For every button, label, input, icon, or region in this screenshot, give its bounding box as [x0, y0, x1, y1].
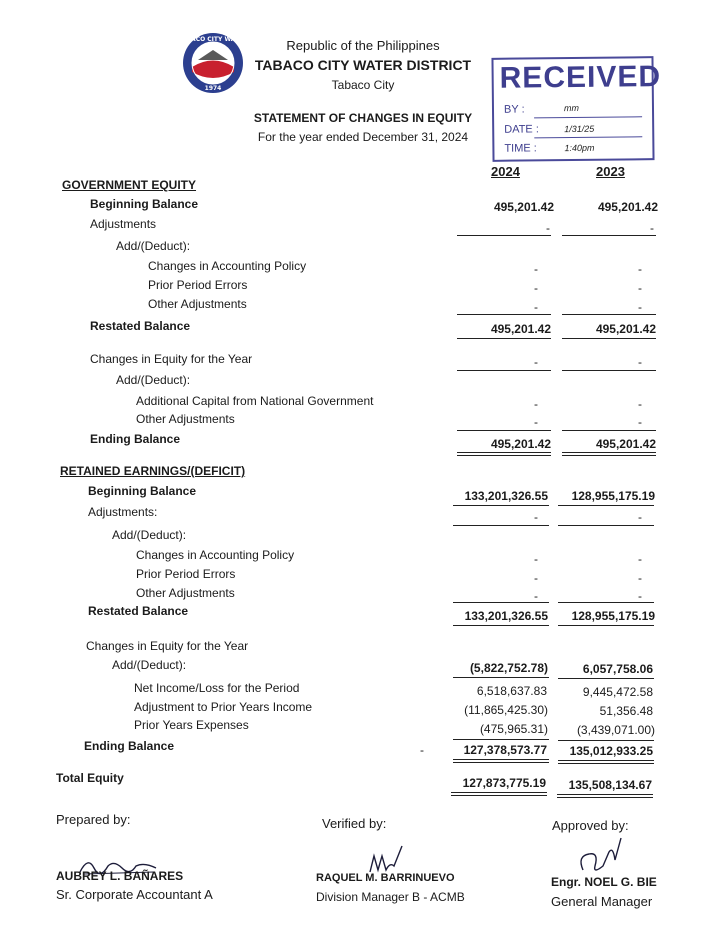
ge-beginning-2024: 495,201.42 [493, 200, 554, 214]
stamp-by-label: BY : [503, 103, 525, 116]
re-ending-2024: 127,378,573.77 [463, 743, 547, 757]
re-other-adjustments-label: Other Adjustments [136, 586, 235, 600]
re-prior-errors-2024: - [534, 571, 538, 585]
re-beginning-label: Beginning Balance [88, 484, 197, 498]
re-other-adjustments-2023: - [638, 589, 642, 603]
ge-other-adjustments-2023: - [638, 300, 642, 314]
ge-additional-capital-2024: - [534, 397, 538, 411]
re-adjustments-2024: - [534, 510, 538, 524]
re-changes-policy-2024: - [534, 552, 538, 566]
re-restated-label: Restated Balance [88, 604, 189, 618]
total-equity-2023: 135,508,134.67 [568, 778, 652, 792]
re-other-adjustments-2024: - [534, 589, 538, 603]
re-add-deduct2-2023: 6,057,758.06 [582, 662, 653, 676]
ge-adjustments-label: Adjustments [90, 217, 157, 231]
ge-restated-2023: 495,201.42 [595, 322, 656, 336]
approved-title: General Manager [551, 894, 653, 909]
svg-text:1974: 1974 [204, 85, 222, 92]
ge-prior-errors-2024: - [534, 281, 538, 295]
ge-add-deduct-label: Add/(Deduct): [116, 239, 191, 253]
stamp-date-label: DATE : [504, 123, 539, 136]
re-add-deduct2-label: Add/(Deduct): [112, 658, 187, 672]
re-adjustments-label: Adjustments: [88, 505, 158, 519]
water-district-seal-logo [178, 32, 248, 94]
re-net-income-label: Net Income/Loss for the Period [134, 681, 300, 695]
ge-restated-2024: 495,201.42 [490, 322, 551, 336]
verified-title: Division Manager B - ACMB [316, 890, 465, 904]
city-name: Tabaco City [331, 78, 395, 92]
statement-title: STATEMENT OF CHANGES IN EQUITY [253, 111, 473, 125]
ge-other-adjustments2-label: Other Adjustments [136, 412, 235, 426]
ge-prior-errors-label: Prior Period Errors [148, 278, 248, 292]
ge-changes-policy-2023: - [638, 262, 642, 276]
column-header-2024: 2024 [491, 164, 520, 179]
total-equity-label: Total Equity [56, 771, 124, 785]
ge-restated-label: Restated Balance [90, 319, 191, 333]
re-prior-exp-2024: (475,965.31) [479, 722, 548, 736]
svg-text:TABACO CITY WATER: TABACO CITY WATER [178, 36, 248, 43]
stamp-time-value: 1:40pm [564, 142, 595, 154]
ge-beginning-label: Beginning Balance [90, 197, 199, 211]
verified-by-label: Verified by: [322, 816, 387, 831]
ge-additional-capital-2023: - [638, 397, 642, 411]
column-header-2023: 2023 [596, 164, 625, 179]
ge-other-adjustments2-2023: - [638, 415, 642, 429]
re-adj-prior-label: Adjustment to Prior Years Income [134, 700, 313, 714]
ge-changes-year-label: Changes in Equity for the Year [90, 352, 253, 366]
re-add-deduct-label: Add/(Deduct): [112, 528, 187, 542]
ge-adjustments-2023: - [650, 221, 654, 235]
re-changes-policy-label: Changes in Accounting Policy [136, 548, 295, 562]
ge-ending-2024: 495,201.42 [490, 437, 551, 451]
ge-changes-policy-2024: - [534, 262, 538, 276]
stamp-time-label: TIME : [504, 142, 537, 155]
republic-line: Republic of the Philippines [286, 38, 440, 53]
re-ending-label: Ending Balance [84, 739, 175, 753]
re-prior-errors-label: Prior Period Errors [136, 567, 236, 581]
ge-prior-errors-2023: - [638, 281, 642, 295]
received-stamp [491, 56, 662, 162]
ge-additional-capital-label: Additional Capital from National Government [136, 394, 374, 408]
re-restated-2024: 133,201,326.55 [464, 609, 548, 623]
ge-adjustments-2024: - [546, 221, 550, 235]
agency-name: TABACO CITY WATER DISTRICT [254, 57, 472, 73]
re-prior-exp-2023: (3,439,071.00) [576, 723, 655, 737]
re-changes-policy-2023: - [638, 552, 642, 566]
ge-changes-year-2024: - [534, 355, 538, 369]
re-restated-2023: 128,955,175.19 [571, 609, 655, 623]
ge-ending-label: Ending Balance [90, 432, 181, 446]
verified-name: RAQUEL M. BARRINUEVO [316, 872, 455, 884]
statement-period: For the year ended December 31, 2024 [257, 130, 469, 144]
re-ending-dash: - [420, 743, 424, 757]
retained-earnings-heading: RETAINED EARNINGS/(DEFICIT) [60, 464, 246, 478]
prepared-title: Sr. Corporate Accountant A [56, 887, 213, 902]
re-adjustments-2023: - [638, 510, 642, 524]
re-ending-2023: 135,012,933.25 [569, 744, 653, 758]
ge-other-adjustments-2024: - [534, 300, 538, 314]
ge-changes-year-2023: - [638, 355, 642, 369]
re-add-deduct2-2024: (5,822,752.78) [469, 661, 548, 675]
re-changes-year-label: Changes in Equity for the Year [86, 639, 249, 653]
re-net-income-2023: 9,445,472.58 [582, 685, 653, 699]
re-prior-exp-label: Prior Years Expenses [134, 718, 249, 732]
stamp-title: RECEIVED [499, 60, 662, 95]
total-equity-2024: 127,873,775.19 [462, 776, 546, 790]
re-adj-prior-2024: (11,865,425.30) [464, 703, 548, 717]
re-prior-errors-2023: - [638, 571, 642, 585]
stamp-date-value: 1/31/25 [564, 123, 595, 135]
prepared-by-label: Prepared by: [56, 812, 131, 827]
ge-beginning-2023: 495,201.42 [597, 200, 658, 214]
re-net-income-2024: 6,518,637.83 [476, 684, 547, 698]
ge-other-adjustments2-2024: - [534, 415, 538, 429]
re-beginning-2024: 133,201,326.55 [464, 489, 548, 503]
ge-add-deduct2-label: Add/(Deduct): [116, 373, 191, 387]
stamp-by-value: mm [563, 102, 580, 114]
ge-changes-policy-label: Changes in Accounting Policy [148, 259, 307, 273]
approved-by-label: Approved by: [552, 818, 629, 833]
re-beginning-2023: 128,955,175.19 [571, 489, 655, 503]
ge-other-adjustments-label: Other Adjustments [148, 297, 247, 311]
prepared-name: AUBREY L. BAÑARES [56, 869, 184, 883]
ge-ending-2023: 495,201.42 [595, 437, 656, 451]
approved-name: Engr. NOEL G. BIE [551, 875, 657, 889]
re-adj-prior-2023: 51,356.48 [599, 704, 653, 718]
government-equity-heading: GOVERNMENT EQUITY [62, 178, 197, 192]
